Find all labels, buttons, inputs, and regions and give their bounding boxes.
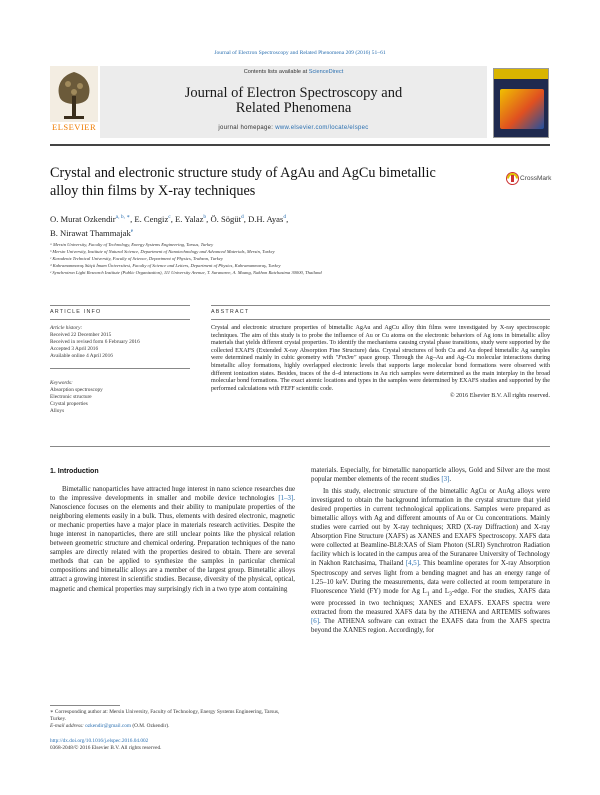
intro-p2-text-c: and L [429, 587, 450, 595]
keywords-rule [50, 368, 190, 369]
author-separator: , [206, 213, 211, 224]
email-suffix: (O.M. Ozkendir). [131, 723, 170, 729]
author-separator: , [286, 213, 289, 224]
author-name: E. Cengiz [134, 213, 169, 224]
abstract-heading: ABSTRACT [211, 309, 250, 315]
intro-p2-text-a: In this study, electronic structure of the bimetallic AgCu or AuAg alloys were investigated to obtain the background information in the crystal structure that yield desired properties in current technological applications. Samples were prepared as bimetallic alloys with Ag and different amounts of Au or Cu concentrations. Mainly studies were carried out by X-ray techniques; XRD (X-ray Diffraction) and X-ray Absorption Fine Structure (XAFS) as XANES and EXAFS Spectroscopy. XAFS data were collected at Beamline-BL8:XAS of Siam Photon (SLRI) Synchrotron Radiation facility which is located in the campus area of the Suranaree University of Technology in Nakhon Ratchasima, Thailand [311, 488, 550, 568]
elsevier-tree-icon [50, 66, 98, 122]
crossmark-label: CrossMark [520, 175, 552, 182]
history-item: Received in revised form 6 February 2016 [50, 339, 140, 345]
author-affiliation-marker[interactable]: b [203, 214, 207, 220]
article-title-line2: alloy thin films by X-ray techniques [50, 182, 256, 199]
crossmark-button[interactable] [506, 172, 554, 186]
homepage-label: journal homepage: [218, 125, 274, 131]
author-separator: , [130, 213, 135, 224]
affiliation-list [50, 241, 550, 276]
author-separator: , [243, 213, 249, 224]
article-info-heading: ARTICLE INFO [50, 309, 102, 315]
cover-band [494, 69, 548, 79]
affiliation-item: ᵈ Kahramanmaraş Sütçü İmam Üniversitesi, Faculty of Science and Letters, Department of Physics, Kahramanmaraş, Turkey [50, 263, 281, 268]
doi-block [50, 738, 295, 752]
section-heading-introduction: 1. Introduction [50, 468, 99, 475]
author-affiliation-marker[interactable]: d [241, 214, 244, 220]
intro-p0-text-a: materials. Especially, for bimetallic nanoparticle alloys, Gold and Silver are the most popular member elements of the recent studies [311, 467, 550, 484]
intro-paragraph-continued [311, 466, 550, 484]
affiliation-item: ᶜ Karadeniz Technical University, Faculty of Science, Department of Physics, Trabzon, Turkey [50, 256, 223, 261]
history-item: Received 22 December 2015 [50, 332, 112, 338]
abstract-text-a: Crystal and electronic structure properties of bimetallic AgAu and AgCu alloy thin films were investigated by X-ray spectroscopic techniques. The aim of this study is to probe the influence of Au or Cu atoms on the electronic behaviors of Ag ions in bimetallic alloy materials that yields different crystal properties. To identify the mechanisms causing crystal phase transitions, study were supported by the collected EXAFS (Extended X-ray Absorption Fine Structure) data. Crystal structures of both Cu and Au doped bimetallic Ag samples were determined mainly in cubic geometry with [211, 325, 550, 362]
author-name: E. Yalaz [175, 213, 204, 224]
journal-title-line1: Journal of Electron Spectroscopy and [184, 85, 403, 101]
abstract-text-b: space group. Through the Ag–Au and Ag–Cu molecular interactions during bimetallic alloy formations, highly overlapped electronic levels that supports large molecular bond formations were observed with different ionization states. Besides, traces of the d–d interactions in Au rich samples were determined as the main interplay in the broad molecular bond formations. The exact atomic locations and types in the samples were determined by EXAFS studies and supported by the performed calculations with FEFF scientific code. [211, 355, 550, 392]
journal-title-line2: Related Phenomena [235, 100, 352, 116]
abstract-body [211, 325, 550, 401]
author-separator: , [170, 213, 176, 224]
intro-column-right [311, 466, 550, 635]
keywords-block [50, 380, 190, 415]
intro-p1-text-a: Bimetallic nanoparticles have attracted huge interest in nano science researches due to the impressive developments in smaller and mobile device technologies [50, 486, 295, 503]
article-title [50, 165, 470, 200]
author-name: D.H. Ayas [248, 213, 284, 224]
contents-available [100, 69, 487, 75]
abstract-rule-bottom [211, 319, 550, 320]
elsevier-logo [50, 66, 98, 138]
author-affiliation-marker[interactable]: d [283, 214, 287, 220]
author-name: O. Murat Ozkendir [50, 213, 116, 224]
citation-link[interactable]: [6] [311, 618, 320, 626]
sciencedirect-link[interactable]: ScienceDirect [308, 69, 344, 75]
author-list [50, 211, 480, 239]
author-line-2 [50, 225, 480, 239]
intro-p1-text-b: . Nanoscience focuses on the elements and their ability to manipulate properties of the neighboring elements easily in a bulk. Thus, elements with desired electronic, magnetic or mechanic properties have a major place in materials research activities. Despite the huge interest in nanoparticles, there are still unclear points like the physical relation between geometric structure and chemical ordering. Preparation techniques of the nano samples are directly related with the properties desired to obtain. There are several methods that can be applied to synthesize the samples in particular chemical compositions and bimetallic alloys are a member of the largest group. Bimetallic alloys attract a growing interest in scientific studies. Because, diversity of the physical, optical, magnetic and chemical properties may surprisingly rich in a two type atom containing [50, 495, 295, 593]
affiliation-item: ᵃ Mersin University, Faculty of Technology, Energy Systems Engineering, Tarsus, Turkey [50, 242, 214, 247]
affiliation-item: ᵉ Synchrotron Light Research Institute (Public Organization), 111 University Avenue, T. Suranaree, A. Muang, Nakhon Ratchasima 30000, Thailand [50, 270, 322, 275]
footnote-rule [50, 705, 120, 706]
citation-link[interactable]: [1–3] [278, 495, 294, 503]
intro-paragraph-2 [311, 487, 550, 635]
footnote-text: ∗ Corresponding author at: Mersin University, Faculty of Technology, Energy Systems Engineering, Tarsus, Turkey. [50, 709, 280, 722]
email-link[interactable]: ozkendir@gmail.com [85, 723, 132, 729]
journal-homepage [100, 125, 487, 131]
intro-column-left [50, 485, 295, 594]
abstract-end-rule [50, 446, 550, 447]
citation-link[interactable]: [3] [441, 476, 450, 484]
issn-line: 0368-2048/© 2016 Elsevier B.V. All rights reserved. [50, 745, 162, 751]
article-info-rule-bottom [50, 319, 190, 320]
abstract-copyright: © 2016 Elsevier B.V. All rights reserved. [449, 393, 550, 400]
author-line-1 [50, 211, 480, 225]
history-item: Accepted 3 April 2016 [50, 346, 99, 352]
intro-p2-text-e: . The ATHENA software can extract the EXAFS data from the XAFS spectra beyond the XANES region. Accordingly, for [311, 618, 550, 635]
subscript: 1 [426, 590, 430, 597]
intro-p2-text-d: -edge. For the studies, XAFS data were processed in two techniques; XANES and EXAFS. EXAFS spectra were extracted from the measured XAFS data by the ATHENA and ARTEMIS softwares [311, 587, 550, 617]
keyword-item: Alloys [50, 408, 65, 414]
journal-masthead [50, 66, 550, 138]
subscript: 3 [449, 590, 452, 597]
keyword-item: Crystal properties [50, 401, 88, 407]
corresponding-author-footnote [50, 709, 295, 730]
author-name: Ö. Sögüt [210, 213, 242, 224]
history-list [50, 332, 190, 360]
author-affiliation-marker[interactable]: e [130, 227, 134, 234]
article-info-rule-top [50, 305, 190, 306]
article-title-line1: Crystal and electronic structure study of AgAu and AgCu bimetallic [50, 165, 436, 181]
author-affiliation-marker[interactable]: a, b, ∗ [115, 214, 131, 220]
abstract-space-group: "Fm3m" [335, 355, 357, 362]
affiliation-item: ᵇ Mersin University, Institute of Natural Science, Department of Nanotechnology and Advanced Materials, Mersin, Turkey [50, 249, 275, 254]
journal-title [100, 86, 487, 116]
citation-link[interactable]: [4,5] [405, 560, 420, 568]
masthead-divider [50, 144, 550, 146]
intro-p0-text-b: . [449, 476, 452, 484]
history-label: Article history: [50, 325, 83, 331]
history-item: Available online 4 April 2016 [50, 353, 113, 359]
intro-p2-text-b: . This beamline operates for X-ray Absorption Spectroscopy and serves light from a bending magnet and has an energy range of 1.25–10 keV. During the measurements, data were collected at room temperature in Fluorescence Yield (FY) mode for Ag L [311, 560, 550, 595]
email-label: E-mail address: [50, 723, 84, 729]
cover-artwork [500, 89, 544, 129]
doi-link[interactable]: http://dx.doi.org/10.1016/j.elspec.2016.04.002 [50, 738, 149, 744]
abstract-rule-top [211, 305, 550, 306]
contents-prefix: Contents lists available at [243, 69, 308, 75]
journal-cover-icon[interactable] [493, 68, 549, 138]
author-affiliation-marker[interactable]: c [168, 214, 171, 220]
keywords-list [50, 387, 190, 415]
keywords-label: Keywords: [50, 380, 73, 386]
intro-paragraph-1 [50, 485, 295, 594]
elsevier-wordmark: ELSEVIER [52, 122, 97, 132]
article-info [50, 325, 190, 360]
keyword-item: Absorption spectroscopy [50, 387, 103, 393]
author-name: B. Nirawat Thammajak [50, 227, 131, 238]
crossmark-icon [506, 172, 519, 185]
keyword-item: Electronic structure [50, 394, 92, 400]
homepage-link[interactable]: www.elsevier.com/locate/elspec [275, 125, 369, 131]
running-head[interactable]: Journal of Electron Spectroscopy and Related Phenomena 209 (2016) 51–61 [214, 50, 386, 56]
